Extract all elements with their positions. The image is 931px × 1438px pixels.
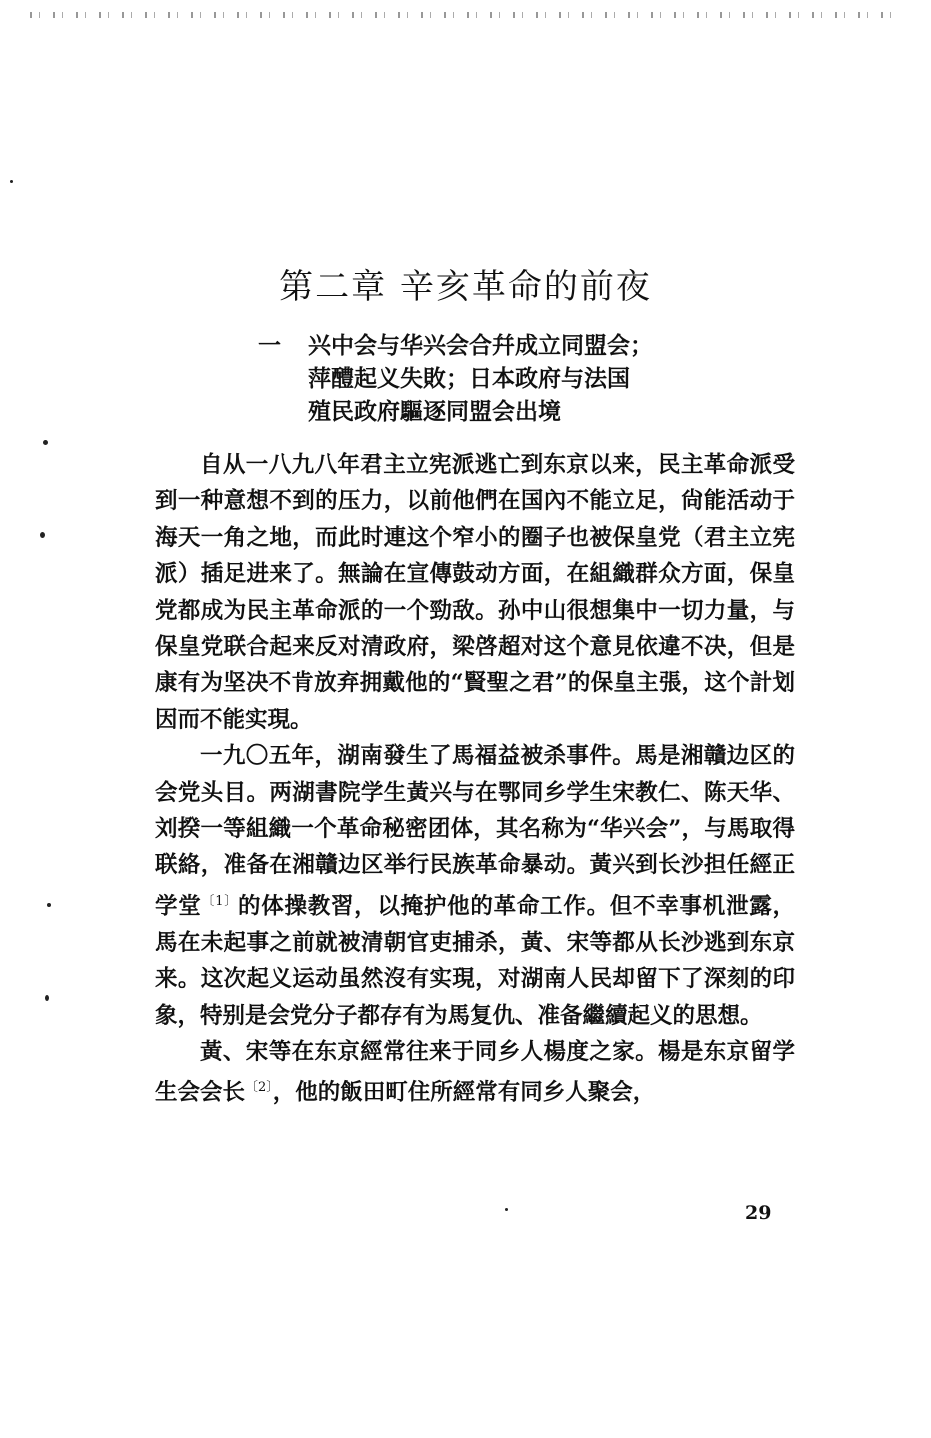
- scan-speck: [43, 440, 48, 445]
- paragraph-text: 的体操教習，以掩护他的革命工作。但不幸事机泄露，馬在未起事之前就被清朝官吏捕杀，黃、宋等都从长沙逃到东京来。这次起义运动虽然沒有实現，对湖南人民却留下了深刻的印象，特别是会党分子都存有为馬复仇、准备繼續起义的思想。: [155, 893, 795, 1029]
- paragraph-text: 自从一八九八年君主立宪派逃亡到东京以来，民主革命派受到一种意想不到的压力，以前他們在国內不能立足，尙能活动于海天一角之地，而此时連这个窄小的圈子也被保皇党（君主立宪派）插足进来了。無論在宣傳鼓动方面，在組織群众方面，保皇党都成为民主革命派的一个勁敌。孙中山很想集中一切力量，与保皇党联合起来反对清政府，梁啓超对这个意見依違不决，但是康有为坚决不肯放弃拥戴他的“賢聖之君”的保皇主張，这个計划因而不能实現。: [155, 452, 795, 733]
- section-number: 一: [258, 333, 281, 359]
- scan-speck: [505, 1208, 508, 1211]
- scan-noise-top: [30, 12, 900, 18]
- body-text: [155, 447, 795, 1111]
- section-heading-line: 殖民政府驅逐同盟会出境: [308, 399, 561, 425]
- paragraph-text: 一九〇五年，湖南發生了馬福益被杀事件。馬是湘贛边区的会党头目。两湖書院学生黃兴与在鄂同乡学生宋教仁、陈天华、刘揆一等組織一个革命秘密团体，其名称为“华兴会”，与馬取得联絡，准备在湘贛边区举行民族革命暴动。黃兴到长沙担任經正学堂: [155, 743, 795, 920]
- footnote-ref[interactable]: 〔2〕: [245, 1080, 273, 1096]
- scan-speck: [40, 532, 45, 538]
- paragraph: [155, 738, 795, 1034]
- paragraph-text: 黃、宋等在东京經常往来于同乡人楊度之家。楊是东京留学生会会长: [155, 1039, 795, 1106]
- section-heading-text: 兴中会与华兴会合幷成立同盟会；: [308, 333, 653, 359]
- section-heading-line: [258, 330, 718, 363]
- page-number: 29: [745, 1202, 772, 1224]
- chapter-title: 第二章 辛亥革命的前夜: [279, 266, 652, 307]
- paragraph-text: ，他的飯田町住所經常有同乡人聚会，: [272, 1079, 656, 1106]
- section-heading: [258, 330, 718, 429]
- scan-speck: [10, 180, 13, 183]
- footnote-ref[interactable]: 〔1〕: [201, 893, 238, 909]
- scan-speck: [45, 995, 49, 1001]
- scan-speck: [47, 903, 51, 907]
- paragraph: [155, 447, 795, 738]
- paragraph: [155, 1034, 795, 1111]
- section-heading-line: 萍醴起义失敗；日本政府与法国: [308, 366, 630, 392]
